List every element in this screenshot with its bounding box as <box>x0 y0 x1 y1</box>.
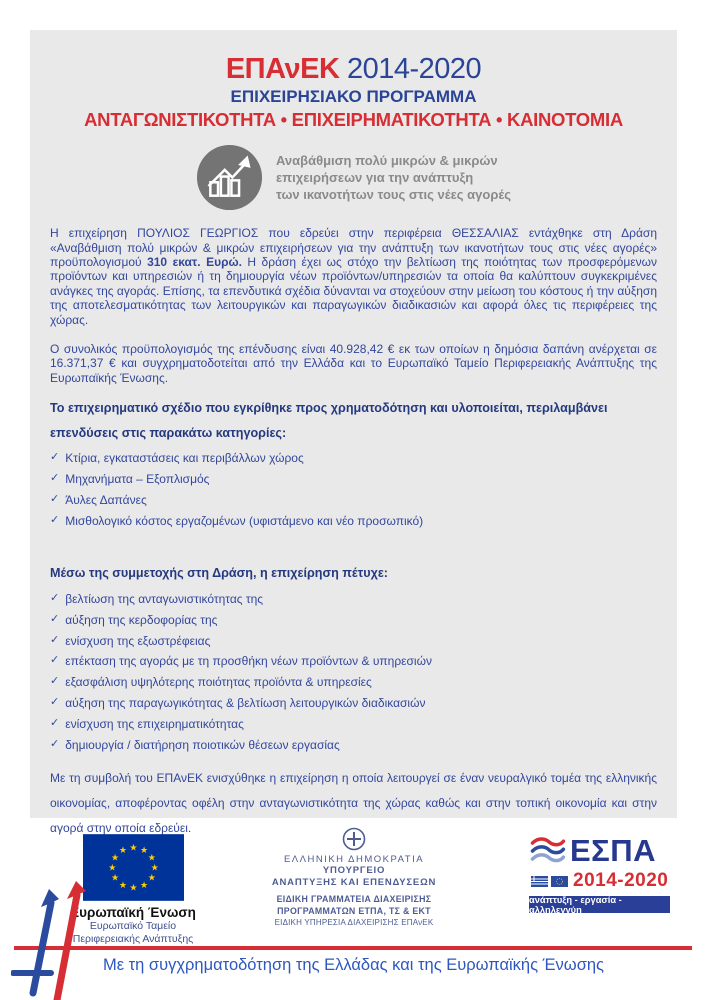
check-icon: ✓ <box>50 696 60 709</box>
program-subtitle: ΕΠΙΧΕΙΡΗΣΙΑΚΟ ΠΡΟΓΡΑΜΜΑ <box>230 87 477 107</box>
espa-title-row <box>529 833 675 869</box>
paragraph-intro-rest: Η δράση έχει ως στόχο την βελτίωση της ποιότητας των προσφερόμενων προϊόντων και υπηρεσιών ή τη δημιουργία νέων προϊόντων/υπηρεσιών τα οποία θα καλύπτουν συγκεκριμένες ανάγκες της αγοράς. Επίσης, τα επενδυτικά σχέδια δύνανται να στοχεύουν στην μείωση του κόστους ή την αύξηση της αποτελεσματικότητας των λειτουργικών και παραγωγικών διαδικασιών και αφορά όλες τις περιφέρειες της χώρας. <box>50 254 657 327</box>
svg-text:★: ★ <box>118 881 127 892</box>
list-item-label: αύξηση της κερδοφορίας της <box>65 612 218 627</box>
svg-text:★: ★ <box>147 853 156 864</box>
program-pillars: ΑΝΤΑΓΩΝΙΣΤΙΚΟΤΗΤΑ • ΕΠΙΧΕΙΡΗΜΑΤΙΚΟΤΗΤΑ • ΚΑΙΝΟΤΟΜΙΑ <box>84 108 623 130</box>
program-title <box>50 53 657 86</box>
espa-name-label: ΕΣΠΑ <box>570 833 657 868</box>
program-period: 2014-2020 <box>346 53 482 85</box>
investments-heading: Το επιχειρηματικό σχέδιο που εγκρίθηκε προς χρηματοδότηση και υλοποιείται, περιλαμβάνει επενδύσεις στις παρακάτω κατηγορίες: <box>50 401 608 440</box>
list-item-label: δημιουργία / διατήρηση ποιοτικών θέσεων εργασίας <box>65 738 340 752</box>
svg-text:★: ★ <box>139 881 148 892</box>
list-item <box>50 654 657 668</box>
achievements-heading: Μέσω της συμμετοχής στη Δράση, η επιχείρηση πέτυχε: <box>50 566 388 581</box>
svg-text:★: ★ <box>110 853 119 864</box>
ministry-line-secretariat: ΕΙΔΙΚΗ ΓΡΑΜΜΑΤΕΙΑ ΔΙΑΧΕΙΡΙΣΗΣ <box>276 893 432 904</box>
check-icon: ✓ <box>50 717 60 730</box>
action-tagline <box>276 152 511 204</box>
program-header <box>50 53 657 130</box>
bar-chart-growth-icon <box>196 144 263 211</box>
list-item <box>50 493 657 507</box>
espa-motto-bar: ανάπτυξη - εργασία - αλληλεγγύη <box>529 896 670 913</box>
list-item-label: ενίσχυση της επιχειρηματικότητας <box>65 717 244 732</box>
paragraph-closing: Με τη συμβολή του ΕΠΑνΕΚ ενισχύθηκε η επιχείρηση η οποία λειτουργεί σε έναν νευραλγικό τομέα της ελληνικής οικονομίας, αποφέροντας οφέλη στην ανταγωνιστικότητα της χώρας καθώς και στην τοπική οικονομία και στην αγορά στην οποία εδρεύει. <box>50 771 657 835</box>
check-icon: ✓ <box>50 591 60 604</box>
action-banner <box>50 144 657 211</box>
paragraph-intro-text: Η επιχείρηση ΠΟΥΛΙΟΣ ΓΕΩΡΓΙΟΣ που εδρεύει στην περιφέρεια ΘΕΣΣΑΛΙΑΣ εντάχθηκε στη Δράση «Αναβάθμιση πολύ μικρών & μικρών επιχειρήσεων για την ανάπτυξη των ικανοτήτων τους στις νέες αγορές» προϋπολογισμού <box>50 226 657 269</box>
list-item <box>50 451 657 465</box>
achievements-list <box>50 592 657 753</box>
check-icon: ✓ <box>50 492 60 505</box>
espa-logo-block <box>529 833 675 913</box>
budget-amount: 310 εκατ. Ευρώ. <box>147 254 242 269</box>
investments-list <box>50 451 657 528</box>
list-item <box>50 634 657 648</box>
svg-text:★: ★ <box>139 846 148 857</box>
list-item <box>50 675 657 689</box>
list-item-label: αύξηση της παραγωγικότητας & βελτίωση λειτουργικών διαδικασιών <box>65 696 426 711</box>
list-item <box>50 592 657 606</box>
list-item <box>50 472 657 486</box>
list-item-label: ενίσχυση της εξωστρέφειας <box>65 633 211 648</box>
list-item-label: βελτίωση της ανταγωνιστικότητας της <box>65 591 264 606</box>
list-item-label: Κτίρια, εγκαταστάσεις και περιβάλλων χώρος <box>65 451 304 466</box>
espa-period-row <box>531 870 675 892</box>
check-icon: ✓ <box>50 654 60 667</box>
check-icon: ✓ <box>50 675 60 688</box>
paragraph-project-intro <box>50 226 657 327</box>
eu-fund-line2: Περιφερειακής Ανάπτυξης <box>72 933 194 946</box>
content-panel <box>30 30 677 835</box>
espa-hashtag-arrows-icon <box>11 881 99 1000</box>
footer-divider-line <box>14 946 692 950</box>
ministry-line-service: ΕΙΔΙΚΗ ΥΠΗΡΕΣΙΑ ΔΙΑΧΕΙΡΙΣΗΣ ΕΠΑνΕΚ <box>274 918 434 928</box>
svg-text:★: ★ <box>107 863 116 874</box>
cofinance-statement: Με τη συγχρηματοδότηση της Ελλάδας και της Ευρωπαϊκής Ένωσης <box>102 956 605 974</box>
svg-text:★: ★ <box>128 843 138 854</box>
svg-text:★: ★ <box>118 846 127 857</box>
eu-fund-line1: Ευρωπαϊκό Ταμείο <box>89 920 177 932</box>
svg-text:★: ★ <box>110 873 119 884</box>
svg-text:★: ★ <box>147 873 156 884</box>
ministry-logo-block <box>248 827 460 927</box>
check-icon: ✓ <box>50 513 60 526</box>
check-icon: ✓ <box>50 472 60 485</box>
list-item <box>50 738 657 752</box>
action-tagline-line1: Αναβάθμιση πολύ μικρών & μικρών <box>276 152 498 168</box>
list-item <box>50 696 657 710</box>
check-icon: ✓ <box>50 612 60 625</box>
espa-period-label: 2014-2020 <box>573 870 669 891</box>
ministry-line-republic: ΕΛΛΗΝΙΚΗ ΔΗΜΟΚΡΑΤΙΑ <box>283 854 425 865</box>
program-acronym: ΕΠΑνΕΚ <box>225 53 340 85</box>
action-tagline-line3: των ικανοτήτων τους στις νέες αγορές <box>276 187 511 203</box>
check-icon: ✓ <box>50 451 60 464</box>
ministry-line-programs: ΠΡΟΓΡΑΜΜΑΤΩΝ ΕΤΠΑ, ΤΣ & ΕΚΤ <box>277 905 431 916</box>
svg-text:★: ★ <box>128 883 138 894</box>
espa-waves-icon <box>529 836 566 866</box>
paragraph-budget: Ο συνολικός προϋπολογισμός της επένδυσης είναι 40.928,42 € εκ των οποίων η δημόσια δαπάνη ανέρχεται σε 16.371,37 € και συγχρηματοδοτείται από την Ελλάδα και το Ευρωπαϊκό Ταμείο Περιφερειακής Ανάπτυξης της Ευρωπαϊκής Ένωσης. <box>50 341 657 385</box>
action-tagline-line2: επιχειρήσεων για την ανάπτυξη <box>276 170 474 186</box>
list-item-label: εξασφάλιση υψηλότερης ποιότητας προϊόντα & υπηρεσίες <box>65 675 372 690</box>
list-item <box>50 514 657 528</box>
list-item-label: επέκταση της αγοράς με τη προσθήκη νέων προϊόντων & υπηρεσιών <box>65 654 432 669</box>
greek-flag-icon <box>531 876 548 887</box>
list-item-label: Μηχανήματα – Εξοπλισμός <box>65 472 210 487</box>
list-item-label: Μισθολογικό κόστος εργαζομένων (υφιστάμενο και νέο προσωπικό) <box>65 513 424 528</box>
eu-union-label: Ευρωπαϊκή Ένωση <box>70 905 196 920</box>
ministry-line-development: ΑΝΑΠΤΥΞΗΣ ΚΑΙ ΕΠΕΝΔΥΣΕΩΝ <box>271 877 437 889</box>
svg-text:★: ★ <box>150 863 159 874</box>
greek-republic-emblem-icon <box>342 827 366 851</box>
eu-mini-flag-icon <box>551 876 568 887</box>
check-icon: ✓ <box>50 633 60 646</box>
list-item <box>50 613 657 627</box>
ministry-line-ministry: ΥΠΟΥΡΓΕΙΟ <box>322 865 386 876</box>
list-item-label: Άυλες Δαπάνες <box>65 492 147 507</box>
check-icon: ✓ <box>50 738 60 750</box>
list-item <box>50 717 657 731</box>
